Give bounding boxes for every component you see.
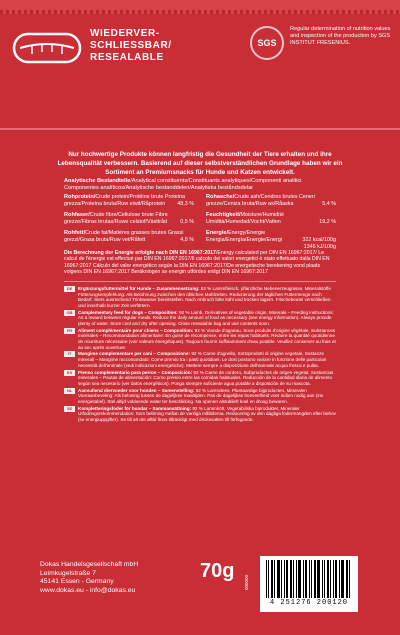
ean-number: 4 251276 200120 xyxy=(269,599,348,607)
analytical-languages: /Analytical constituents/Constituants analytiques/Componenti analitici Componentes analíticos/Analytische bestanddelen/Analytiska beståndsdelar xyxy=(64,178,302,191)
web-email: www.dokas.eu - info@dokas.eu xyxy=(40,586,136,594)
net-weight: 70g xyxy=(200,560,235,582)
lang-text: 92 % Lammkött, Vegetabiliska biprodukter, Mineraler Utfodringsrekommendation: Som belöning mellan de vanliga måltiderna. Reducering av den dagliga fodermängden efter behov (se energiuppgifter). Se till att det alltid finns tillräckligt med dricksvatten till förfogande. xyxy=(78,405,336,422)
nutrient-fibre xyxy=(64,212,194,226)
nutrient-fat xyxy=(64,230,194,244)
flag-icon: FR xyxy=(64,328,75,334)
lang-text: 92 % Carne de cordero, Subproductos de origen vegetal, Sustancias minerales – Pautas de alimentación: Como premio entre las comidas habituales. Reducción de la cantidad diaria de alimento según sea necesario (ver datos energéticos). Ponga siempre suficiente agua potable a disposición de su mascota. xyxy=(78,369,334,386)
lang-title: Complementary feed for dogs – Composition: xyxy=(78,309,178,315)
barcode-bar xyxy=(311,560,312,598)
resealable-label xyxy=(90,28,172,64)
barcode-bar xyxy=(341,560,344,598)
divider xyxy=(64,281,336,282)
nutrient-value: 4,8 % xyxy=(180,237,194,243)
nutrient-label: Feuchtigkeit/ xyxy=(206,212,241,218)
nutrition-row-1 xyxy=(64,194,336,210)
barcode-bar xyxy=(271,560,273,598)
nutrient-moisture xyxy=(206,212,336,226)
nutrient-text: Energy/Energie Energia/Energía/Energie/Energi xyxy=(206,230,283,243)
barcode-bar xyxy=(266,560,267,598)
nutrient-label: Rohfett/ xyxy=(64,230,86,236)
language-section-gb xyxy=(64,310,336,327)
nutrient-value: 5,4 % xyxy=(322,201,336,207)
street: Leimkugelstraße 7 xyxy=(40,569,96,577)
nutrient-value: 48,3 % xyxy=(177,201,194,207)
top-seal xyxy=(0,0,400,14)
barcode-bar xyxy=(317,560,320,598)
barcode-bar xyxy=(298,560,301,598)
barcode-bar xyxy=(303,560,304,598)
nutrient-ash xyxy=(206,194,336,208)
reseal-line-2: SCHLIESSBAR/ xyxy=(90,40,172,51)
barcode-bar xyxy=(268,560,269,598)
flag-icon: SE xyxy=(64,406,75,412)
flag-icon: ES xyxy=(64,370,75,376)
barcode-bar xyxy=(324,560,325,598)
nutrient-label: Rohprotein/ xyxy=(64,194,96,200)
nutrient-text: Crude fibre/Cellulose brute Fibre grezze/Fibras brutas/Ruwe celstof/Växttråd xyxy=(64,212,168,225)
flag-icon: DE xyxy=(64,286,75,292)
lot-number: 000000 xyxy=(244,574,249,590)
calc-text: /Energy calculated per DIN EN 16967:2017/ Le calcul de l'énergie est effectué par DIN EN 16967:2017/Il calcolo dei valori energetici è stato effettuato dalla DIN EN 16967:2017 Cálculo del valor energético según la DIN EN 16967:2017/De energetische berekening vond plaats volgens DIN EN 16967:2017 Beräkningen av energin utfördes enligt DIN EN 16967:2017 xyxy=(64,250,330,275)
sgs-logo: SGS xyxy=(250,26,284,60)
flag-icon: NL xyxy=(64,388,75,394)
barcode-bar xyxy=(339,560,340,598)
barcode-bar xyxy=(305,560,307,598)
language-section-it xyxy=(64,351,336,368)
barcode-bar xyxy=(309,560,310,598)
nutrition-row-3 xyxy=(64,230,336,250)
barcode-bar xyxy=(335,560,337,598)
barcode-bar xyxy=(290,560,292,598)
language-section-es xyxy=(64,370,336,387)
lang-title: Ergänzungsfuttermittel für Hunde – Zusammensetzung: xyxy=(78,286,200,291)
barcode-bar xyxy=(330,560,331,598)
language-section-fr xyxy=(64,328,336,350)
lang-text: 92 % Lamsvlees, Plantaardige bijproducten, Mineralen Voeraanbeveling: Als beloning tussen de dagelijkse maaltijden. Pas de dagelijkse hoeveelheid voer indien nodig aan (zie energietabel). Stel altijd voldoende water ter beschikking. Na openen alstublieft koel en droog bewaren. xyxy=(78,387,324,404)
barcode-bar xyxy=(277,560,280,598)
flag-icon: IT xyxy=(64,351,75,357)
nutrient-text: Crude fat/Matières grasses brutes Grassi grezzi/Grasa bruta/Ruw vet/Råfett xyxy=(64,230,184,243)
label-content xyxy=(0,150,400,530)
divider xyxy=(0,128,400,130)
lang-title: Kompletteringsfoder för hundar – Sammansättning: xyxy=(78,405,192,411)
nutrient-protein xyxy=(64,194,194,208)
city: 45141 Essen - Germany xyxy=(40,578,114,586)
lang-title: Mangime complementare per cani – Composizione: xyxy=(78,351,191,357)
barcode-bar xyxy=(296,560,297,598)
lang-text: 92 % Viande d'agneau, Sous produits d'origine végétale, Substances minérales – Recommandation alimentaire: En guise de récompense, entre les repas habituels. Réduire la quantité quotidienne de nourriture nécessaire (voir valeurs énergétiques). Toujours fournir suffisamment d'eau potable. Veuillez conserver au frais et au sec après ouverture. xyxy=(78,327,336,350)
barcode-bars xyxy=(266,560,352,598)
nutrient-energy xyxy=(206,230,336,250)
lang-text: 92 % Lammfleisch, pflanzliche Nebenerzeugnisse, Mineralstoffe Fütterungsempfehlung: Als Belohnung zwischen den üblichen Mahlzeiten. Reduzierung der täglichen Futtermenge nach Bedarf. Stets ausreichend Trinkwasser bereitstellen. Nach Anbruch bitte kühl und trocken lagern. Frischebeutel verschließen und innerhalb kurzer Zeit verfüttern. xyxy=(78,286,331,308)
lang-title: Pienso complementario para perros – Composición: xyxy=(78,369,193,375)
barcode-bar xyxy=(284,560,285,598)
zip-seal-icon xyxy=(12,30,82,66)
lang-text: 92 % Lamb, Derivatives of vegetable origin, Minerals – Feeding instructions: As a reward between regular meals. Reduce the daily amount of food as necessary (see energy information). Always provide plenty of water. Store cool and dry after opening. Close resealable bag and use contents soon. xyxy=(78,309,334,326)
resealable-badge xyxy=(12,24,272,70)
energy-calculation-note xyxy=(64,250,336,275)
manufacturer-address xyxy=(40,561,138,595)
barcode-bar xyxy=(293,560,294,598)
barcode-bar xyxy=(346,560,348,598)
nutrient-text: Crude ash/Cendres brutes Ceneri grezze/Ceniza bruta/Ruw as/Råaska xyxy=(206,194,315,207)
barcode-bar xyxy=(322,560,323,598)
analytical-title: Analytische Bestandteile xyxy=(64,178,131,184)
intro-text: Nur hochwertige Produkte können langfristig die Gesundheit der Tiere erhalten und ihre Lebensqualität verbessern. Basierend auf dieser selbstverständlichen Grundlage haben wir ein Sortiment an Premiumsnacks für Hunde und Katzen entwickelt. xyxy=(57,151,343,176)
barcode-bar xyxy=(314,560,316,598)
sgs-certification xyxy=(250,26,395,64)
nutrient-text: Crude protein/Protéine brute Proteina grezza/Proteína bruta/Ruw eiwit/Råprotein xyxy=(64,194,185,207)
calc-title: Die Berechnung der Energie erfolgte nach DIN EN 16967:2017 xyxy=(64,250,216,256)
barcode xyxy=(260,556,358,612)
lang-text: 92 % Carne d'agnello, Sottoprodotti di origine vegetale, Sostanze minerali – Mangime raccomandato: Come premio tra i pasti quotidiani. Le dosi possono variare in funzione delle particolari necessità dell'animale (vedi indicazioni energetiche). Mettere sempre a disposizione dell'animale acqua fresca e pulita. xyxy=(78,351,327,368)
language-sections xyxy=(64,286,336,424)
reseal-line-3: RESEALABLE xyxy=(90,52,164,63)
nutrient-label: Energie/ xyxy=(206,230,229,236)
nutrient-text: Moisture/Humidité Umidità/Humedad/Vocht/Vatten xyxy=(206,212,284,225)
nutrient-label: Rohasche/ xyxy=(206,194,235,200)
reseal-line-1: WIEDERVER- xyxy=(90,28,160,39)
nutrient-value: 19,2 % xyxy=(319,219,336,225)
nutrient-value: 322 kcal/100g 1346 kJ/100g xyxy=(302,237,336,250)
nutrient-value: 0,5 % xyxy=(180,219,194,225)
company-name: Dokas Handelsgesellschaft mbH xyxy=(40,561,139,568)
lang-title: Aliment complémentaire pour chiens – Composition: xyxy=(78,327,194,333)
flag-icon: GB xyxy=(64,310,75,316)
language-section-nl xyxy=(64,388,336,405)
barcode-bar xyxy=(286,560,288,598)
barcode-bar xyxy=(349,560,350,598)
nutrient-label: Rohfaser/ xyxy=(64,212,90,218)
barcode-bar xyxy=(327,560,329,598)
package-footer xyxy=(0,528,400,635)
nutrition-row-2 xyxy=(64,212,336,228)
barcode-bar xyxy=(281,560,282,598)
language-section-se xyxy=(64,406,336,423)
analytical-header xyxy=(64,178,336,192)
lang-title: Aanvullend diervoeder voor honden – Samenstelling: xyxy=(78,387,195,393)
barcode-bar xyxy=(333,560,334,598)
sgs-text: Regular determination of nutrition values and inspection of the production by SGS INSTITUT FRESENIUS. xyxy=(290,26,391,46)
barcode-bar xyxy=(274,560,275,598)
language-section-de xyxy=(64,286,336,308)
